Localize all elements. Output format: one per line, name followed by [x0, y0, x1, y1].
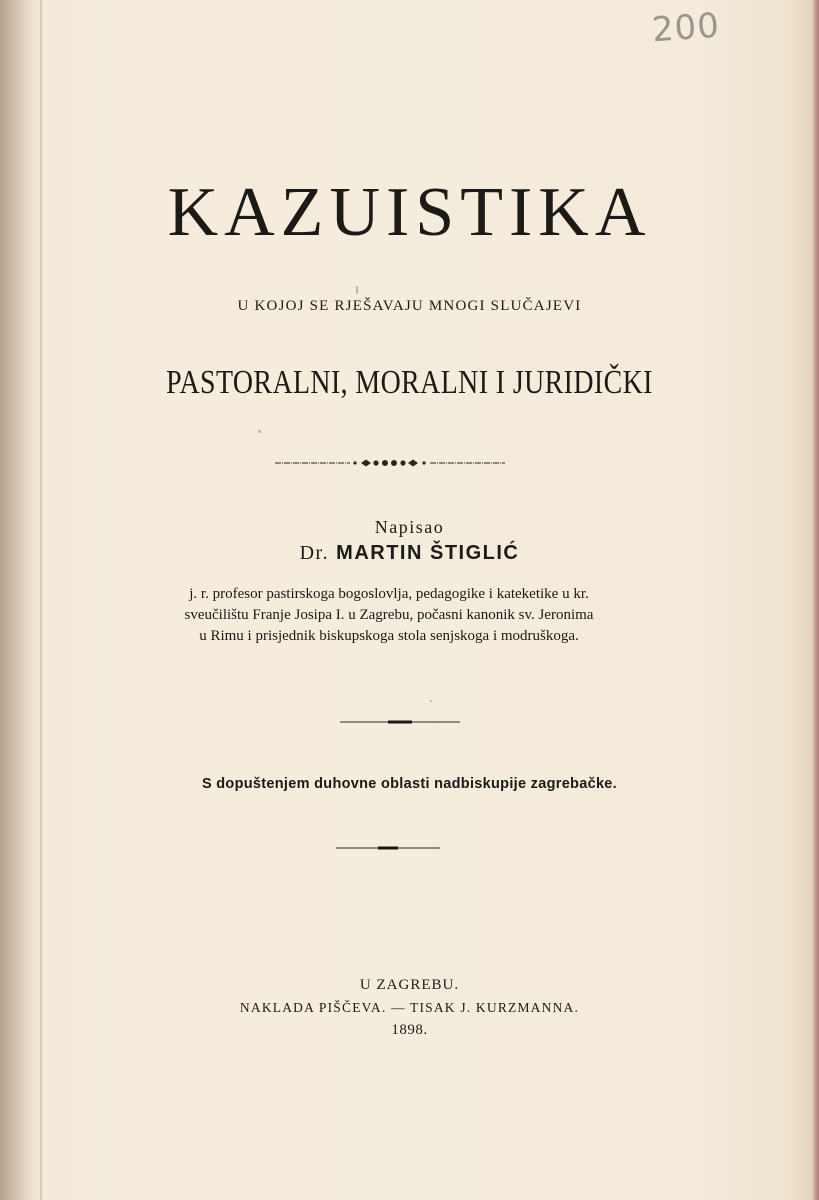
byline-label: Napisao	[374, 517, 445, 537]
short-rule-divider	[340, 719, 460, 725]
bio-line: j. r. profesor pastirskoga bogoslovlja, pedagogike i kateketike u kr.	[189, 586, 589, 602]
book-title: KAZUISTIKA	[167, 174, 652, 251]
imprint-city: U ZAGREBU.	[359, 977, 460, 993]
subtitle-main: PASTORALNI, MORALNI I JURIDIČKI	[166, 364, 653, 401]
author-full-name: MARTIN ŠTIGLIĆ	[336, 542, 520, 564]
author-bio	[125, 584, 653, 647]
imprint-publisher: NAKLADA PIŠČEVA. — TISAK J. KURZMANNA.	[239, 1000, 580, 1015]
permission-note: S dopuštenjem duhovne oblasti nadbiskupije zagrebačke.	[201, 776, 618, 792]
author-title: Dr.	[299, 542, 330, 564]
short-rule-divider	[336, 845, 440, 851]
paper-speck	[258, 430, 261, 433]
author-name	[0, 542, 819, 565]
bio-line: sveučilištu Franje Josipa I. u Zagrebu, počasni kanonik sv. Jeronima	[184, 607, 594, 623]
bio-line: u Rimu i prisjednik biskupskoga stola senjskoga i modruškoga.	[199, 628, 579, 644]
paper-speck	[430, 700, 432, 702]
paper-speck	[356, 286, 358, 294]
pencil-note: 200	[650, 5, 722, 51]
imprint-year: 1898.	[391, 1022, 428, 1038]
subtitle: U KOJOJ SE RJEŠAVAJU MNOGI SLUČAJEVI	[237, 298, 582, 314]
ornament-divider	[275, 456, 505, 470]
